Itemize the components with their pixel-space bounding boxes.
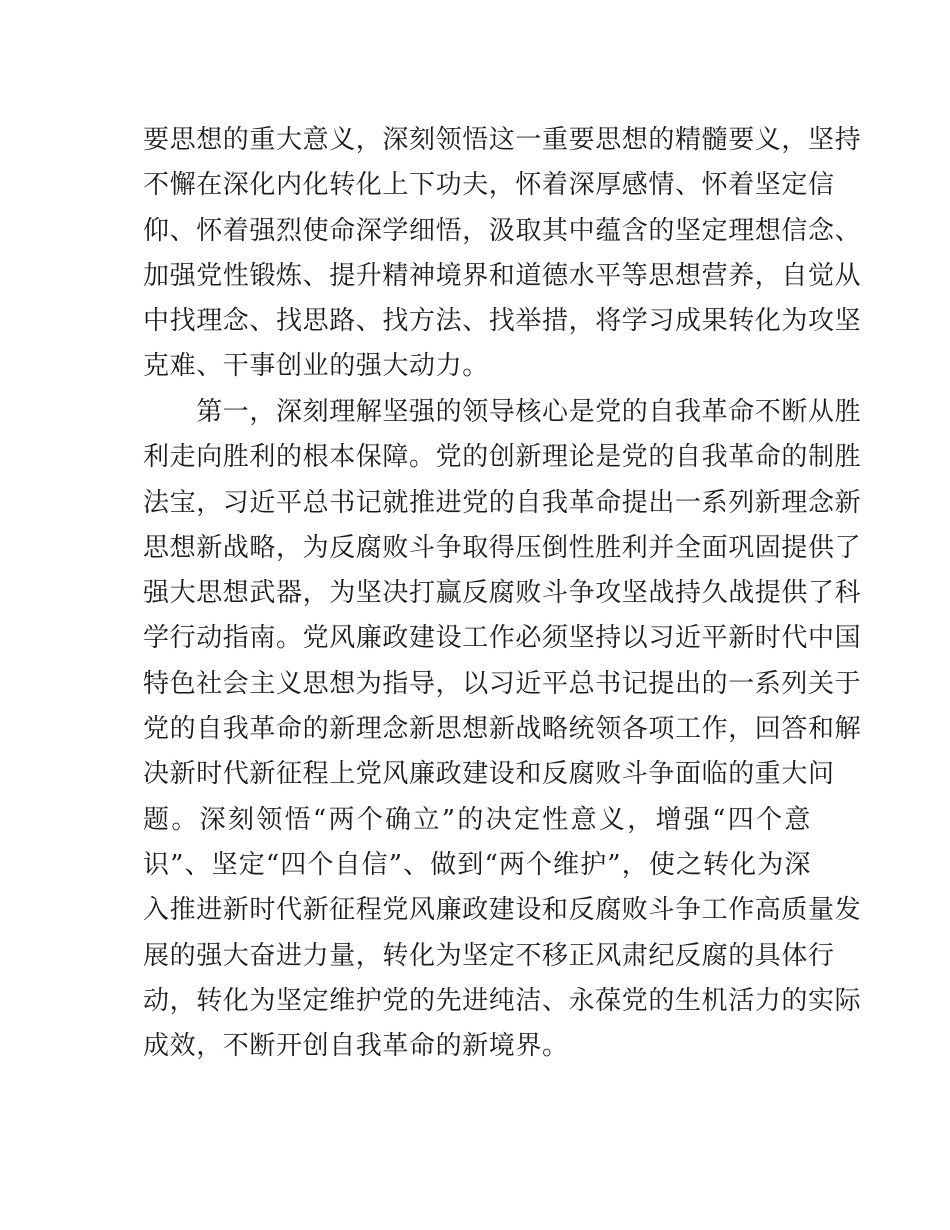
text-line: 利走向胜利的根本保障。党的创新理论是党的自我革命的制胜 (143, 442, 862, 473)
text-line: 识”、坚定“四个自信”、做到“两个维护”，使之转化为深 (143, 849, 811, 880)
text-line: 展的强大奋进力量，转化为坚定不移正风肃纪反腐的具体行 (143, 940, 835, 971)
text-line: 入推进新时代新征程党风廉政建设和反腐败斗争工作高质量发 (143, 895, 862, 926)
text-line: 克难、干事创业的强大动力。 (143, 351, 489, 382)
text-line: 法宝，习近平总书记就推进党的自我革命提出一系列新理念新 (143, 487, 862, 518)
text-line: 党的自我革命的新理念新思想新战略统领各项工作，回答和解 (143, 714, 862, 745)
text-line: 强大思想武器，为坚决打赢反腐败斗争攻坚战持久战提供了科 (143, 578, 862, 609)
paragraph-first-point (143, 390, 862, 1069)
text-line: 不懈在深化内化转化上下功夫，怀着深厚感情、怀着坚定信 (143, 170, 835, 201)
text-line: 思想新战略，为反腐败斗争取得压倒性胜利并全面巩固提供了 (143, 532, 862, 563)
text-line: 特色社会主义思想为指导，以习近平总书记提出的一系列关于 (143, 668, 862, 699)
text-line: 成效，不断开创自我革命的新境界。 (143, 1031, 569, 1062)
text-line: 第一，深刻理解坚强的领导核心是党的自我革命不断从胜 (143, 397, 862, 427)
text-line: 决新时代新征程上党风廉政建设和反腐败斗争面临的重大问 (143, 759, 835, 790)
text-line: 要思想的重大意义，深刻领悟这一重要思想的精髓要义，坚持 (143, 125, 862, 155)
text-line: 动，转化为坚定维护党的先进纯洁、永葆党的生机活力的实际 (143, 985, 862, 1016)
text-line: 学行动指南。党风廉政建设工作必须坚持以习近平新时代中国 (143, 623, 862, 654)
text-line: 仰、怀着强烈使命深学细悟，汲取其中蕴含的坚定理想信念、 (143, 215, 862, 246)
paragraph-continuation (143, 118, 862, 390)
text-line: 中找理念、找思路、找方法、找举措，将学习成果转化为攻坚 (143, 306, 862, 337)
text-line: 题。深刻领悟“两个确立”的决定性意义，增强“四个意 (143, 804, 811, 835)
text-line: 加强党性锻炼、提升精神境界和道德水平等思想营养，自觉从 (143, 260, 862, 291)
